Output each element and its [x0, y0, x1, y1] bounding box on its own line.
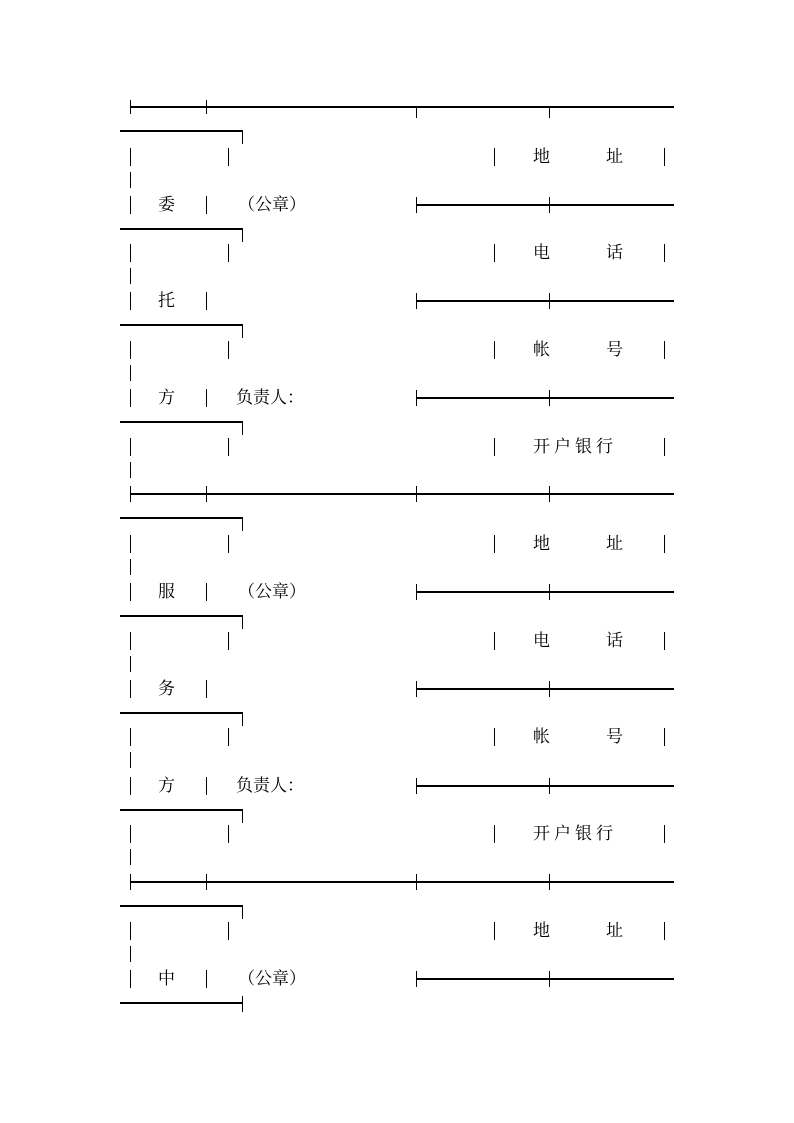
grid-tick [416, 390, 417, 406]
grid-divider [228, 728, 229, 746]
grid-tick [130, 100, 131, 114]
grid-divider [130, 559, 131, 575]
grid-divider [664, 244, 665, 262]
grid-divider [494, 922, 495, 940]
grid-tick [206, 874, 207, 890]
grid-line [120, 130, 242, 132]
grid-tick [416, 293, 417, 309]
account-label-left: 帐 [533, 727, 550, 747]
grid-line [120, 517, 242, 519]
grid-divider [494, 148, 495, 166]
grid-divider [130, 946, 131, 962]
seal-label: （公章） [238, 969, 306, 989]
grid-tick [416, 971, 417, 987]
grid-divider [130, 752, 131, 768]
phone-label-right: 话 [606, 631, 623, 651]
grid-divider [130, 728, 131, 746]
grid-divider [494, 438, 495, 456]
grid-line [120, 905, 242, 907]
party-char: 托 [158, 291, 175, 311]
bank-label: 开户银行 [533, 824, 617, 844]
grid-divider [130, 777, 131, 795]
grid-divider [130, 825, 131, 843]
grid-tick [242, 809, 243, 823]
grid-divider [494, 244, 495, 262]
grid-tick [242, 228, 243, 242]
party-char: 方 [158, 776, 175, 796]
address-label-right: 址 [606, 534, 623, 554]
grid-tick [242, 996, 243, 1012]
grid-tick [242, 615, 243, 629]
phone-label-left: 电 [533, 243, 550, 263]
grid-divider [664, 728, 665, 746]
grid-tick [549, 390, 550, 406]
address-label-right: 址 [606, 921, 623, 941]
grid-divider [228, 244, 229, 262]
grid-divider [130, 341, 131, 359]
grid-divider [130, 172, 131, 188]
grid-tick [416, 584, 417, 600]
grid-divider [664, 632, 665, 650]
grid-tick [549, 584, 550, 600]
grid-divider [130, 632, 131, 650]
grid-divider [130, 680, 131, 698]
grid-line [120, 615, 242, 617]
grid-tick [242, 324, 243, 338]
grid-tick [416, 486, 417, 502]
grid-tick [130, 874, 131, 890]
grid-divider [206, 389, 207, 407]
grid-tick [549, 874, 550, 890]
grid-divider [228, 632, 229, 650]
grid-divider [228, 341, 229, 359]
grid-tick [549, 778, 550, 794]
section-1-top-border [130, 106, 674, 108]
section-2-top-border [130, 493, 674, 495]
grid-tick [242, 712, 243, 726]
grid-divider [228, 438, 229, 456]
grid-divider [664, 825, 665, 843]
grid-tick [416, 106, 417, 118]
grid-divider [494, 632, 495, 650]
grid-line [416, 204, 674, 206]
grid-divider [130, 656, 131, 672]
grid-tick [549, 681, 550, 697]
section-3-top-border [130, 881, 674, 883]
address-label-right: 址 [606, 147, 623, 167]
grid-divider [130, 438, 131, 456]
grid-divider [130, 292, 131, 310]
grid-divider [228, 922, 229, 940]
grid-divider [130, 148, 131, 166]
grid-line [120, 712, 242, 714]
grid-divider [130, 196, 131, 214]
grid-tick [242, 421, 243, 435]
party-char: 中 [158, 969, 175, 989]
grid-divider [664, 438, 665, 456]
grid-tick [242, 130, 243, 144]
grid-line [120, 324, 242, 326]
grid-divider [494, 535, 495, 553]
grid-divider [130, 462, 131, 478]
grid-divider [228, 825, 229, 843]
grid-divider [206, 777, 207, 795]
grid-line [120, 228, 242, 230]
party-char: 务 [158, 679, 175, 699]
grid-divider [130, 244, 131, 262]
grid-line [416, 300, 674, 302]
grid-tick [242, 517, 243, 531]
party-char: 委 [158, 195, 175, 215]
grid-tick [416, 778, 417, 794]
phone-label-right: 话 [606, 243, 623, 263]
grid-divider [130, 535, 131, 553]
grid-divider [130, 365, 131, 381]
grid-line [120, 1002, 242, 1004]
grid-divider [664, 341, 665, 359]
grid-divider [664, 148, 665, 166]
grid-line [120, 809, 242, 811]
grid-line [416, 785, 674, 787]
seal-label: （公章） [238, 582, 306, 602]
phone-label-left: 电 [533, 631, 550, 651]
grid-tick [242, 905, 243, 919]
grid-divider [130, 849, 131, 865]
grid-divider [206, 970, 207, 988]
grid-tick [416, 681, 417, 697]
grid-tick [416, 197, 417, 213]
grid-divider [130, 583, 131, 601]
grid-tick [206, 486, 207, 502]
responsible-person-label: 负责人： [236, 776, 304, 796]
address-label-left: 地 [533, 921, 550, 941]
grid-line [416, 397, 674, 399]
responsible-person-label: 负责人： [236, 388, 304, 408]
account-label-right: 号 [606, 727, 623, 747]
address-label-left: 地 [533, 534, 550, 554]
account-label-left: 帐 [533, 340, 550, 360]
grid-divider [494, 825, 495, 843]
grid-divider [130, 268, 131, 284]
grid-divider [494, 341, 495, 359]
grid-divider [206, 196, 207, 214]
grid-divider [130, 922, 131, 940]
party-char: 方 [158, 388, 175, 408]
grid-divider [228, 148, 229, 166]
bank-label: 开户银行 [533, 437, 617, 457]
grid-tick [549, 486, 550, 502]
grid-line [120, 421, 242, 423]
grid-divider [664, 535, 665, 553]
grid-tick [549, 197, 550, 213]
grid-divider [664, 922, 665, 940]
address-label-left: 地 [533, 147, 550, 167]
grid-divider [494, 728, 495, 746]
grid-tick [549, 293, 550, 309]
grid-divider [206, 680, 207, 698]
grid-divider [206, 583, 207, 601]
grid-tick [416, 874, 417, 890]
grid-tick [206, 100, 207, 114]
grid-divider [130, 970, 131, 988]
grid-tick [549, 106, 550, 118]
grid-line [416, 978, 674, 980]
grid-divider [228, 535, 229, 553]
grid-line [416, 591, 674, 593]
account-label-right: 号 [606, 340, 623, 360]
grid-line [416, 688, 674, 690]
grid-tick [130, 486, 131, 502]
grid-divider [130, 389, 131, 407]
grid-tick [549, 971, 550, 987]
seal-label: （公章） [238, 195, 306, 215]
grid-divider [206, 292, 207, 310]
party-char: 服 [158, 582, 175, 602]
